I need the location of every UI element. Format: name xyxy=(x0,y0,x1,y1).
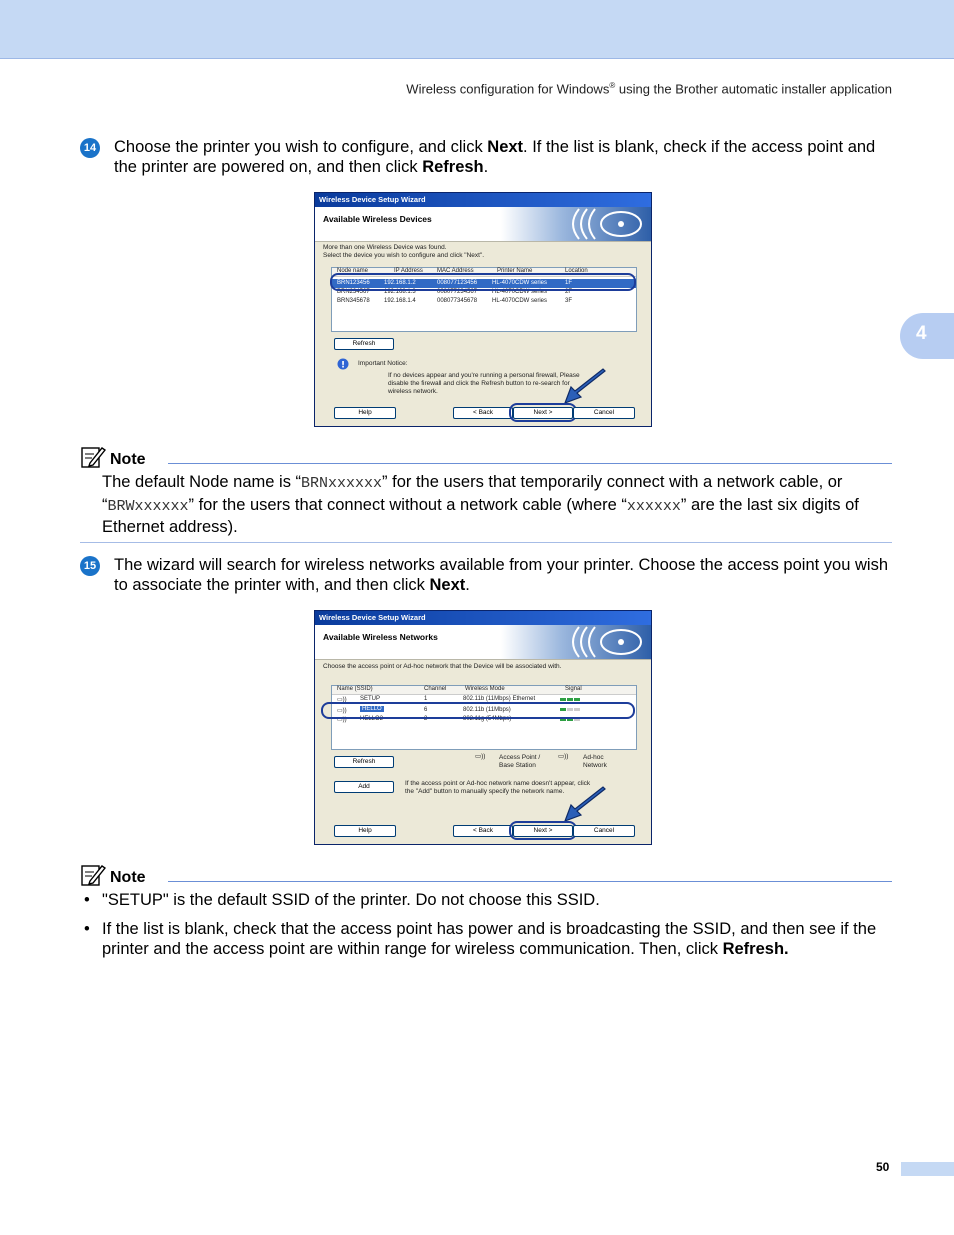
chapter-tab xyxy=(900,313,954,359)
add-button[interactable]: Add xyxy=(334,781,394,793)
note-2 xyxy=(80,863,892,968)
table-row[interactable]: BRN234567 192.168.1.3 008077234567 HL-4070CDW series 2F xyxy=(337,289,573,295)
step-15 xyxy=(80,555,892,595)
cancel-button[interactable]: Cancel xyxy=(573,825,635,837)
note-rule xyxy=(168,463,892,464)
access-point-icon: ▭)) xyxy=(337,717,347,723)
access-point-icon: ▭)) xyxy=(475,753,486,760)
refresh-button[interactable]: Refresh xyxy=(334,756,394,768)
dialog-available-networks: Wireless Device Setup Wizard Available Wireless Networks Choose the access point or Ad-hoc network that the Device will be associated with. Name (SSID) Channel Wireless Mode Signal ▭)) SETUP 1 802.11b (11Mbps) Ethernet ▭)) HELLO 6 802.11b (11Mbps) ▭)) HELLO2 2 802.11g (54Mbps) Refresh ▭)) Access Point / Base Station ▭)) Ad-hoc Network Add If the access point or Ad-hoc network name doesn't appear, click the "Add" button to manually specify the network name. Help < Back Next > Cancel xyxy=(314,610,652,845)
access-point-icon: ▭)) xyxy=(337,697,347,703)
note-label: Note xyxy=(110,869,146,886)
next-button[interactable]: Next > xyxy=(513,407,573,419)
list-item: • If the list is blank, check that the access point has power and is broadcasting the SSID, and then see if the printer and the access point are within range for wireless communication. Then, click Refresh. xyxy=(84,919,877,958)
help-button[interactable]: Help xyxy=(334,407,396,419)
refresh-button[interactable]: Refresh xyxy=(334,338,394,350)
adhoc-network-icon: ▭)) xyxy=(558,753,569,760)
step-14-text: Choose the printer you wish to configure, and click Next. If the list is blank, check if the access point and the printer are powered on, and then click Refresh. xyxy=(114,138,876,176)
dialog-header xyxy=(315,207,651,242)
note-2-bullets xyxy=(80,890,892,960)
table-row[interactable]: ▭)) HELLO2 2 802.11g (54Mbps) xyxy=(337,716,512,723)
step-number-badge: 14 xyxy=(80,138,100,158)
dialog-heading: Available Wireless Networks xyxy=(323,632,438,642)
selection-highlight xyxy=(330,273,636,291)
page-number: 50 xyxy=(876,1160,890,1174)
note-1 xyxy=(80,445,892,538)
table-row[interactable]: BRN345678 192.168.1.4 008077345678 HL-4070CDW series 3F xyxy=(337,298,573,304)
step-number-badge: 15 xyxy=(80,556,100,576)
table-row[interactable]: BRN123456 192.168.1.2 008077123456 HL-4070CDW series 1F xyxy=(332,279,636,288)
footer-band xyxy=(901,1162,954,1176)
dialog-available-devices: Wireless Device Setup Wizard Available Wireless Devices More than one Wireless Device was found. Select the device you wish to configure and click "Next". Node name IP Address MAC Address Printer Name Location BRN123456 192.168.1.2 008077123456 HL-4070CDW series 1F BRN234567 192.168.1.3 008077234567 HL-4070CDW series 2F BRN345678 192.168.1.4 008077345678 HL-4070CDW series 3F Refresh ! Important Notice: If no devices appear and you're running a personal firewall, Please disable the firewall and click the Refresh button to re-search for wireless network. Help < Back Next > Cancel xyxy=(314,192,652,427)
pointer-arrow-icon xyxy=(561,785,609,825)
list-item: • "SETUP" is the default SSID of the printer. Do not choose this SSID. xyxy=(84,891,600,909)
next-button[interactable]: Next > xyxy=(513,825,573,837)
wireless-logo-icon xyxy=(501,625,651,659)
help-button[interactable]: Help xyxy=(334,825,396,837)
next-button-highlight xyxy=(509,821,577,840)
table-row[interactable]: ▭)) HELLO 6 802.11b (11Mbps) xyxy=(337,706,511,714)
back-button[interactable]: < Back xyxy=(453,825,513,837)
svg-text:!: ! xyxy=(340,360,346,370)
selection-highlight xyxy=(321,702,635,719)
device-list-header: Node name IP Address MAC Address Printer Name Location xyxy=(332,268,636,277)
cancel-button[interactable]: Cancel xyxy=(573,407,635,419)
note-label: Note xyxy=(110,451,146,468)
step-14 xyxy=(80,137,892,177)
note-end-rule xyxy=(80,542,892,543)
step-15-text: The wizard will search for wireless networks available from your printer. Choose the access point you wish to associate the printer with, and then click Next. xyxy=(114,556,888,594)
dialog-header xyxy=(315,625,651,660)
dialog-title-bar: Wireless Device Setup Wizard xyxy=(315,193,651,207)
header-band xyxy=(0,0,954,59)
back-button[interactable]: < Back xyxy=(453,407,513,419)
note-1-text: The default Node name is “BRNxxxxxx” for the users that temporarily connect with a network cable, or “BRWxxxxxx” for the users that connect without a network cable (where “xxxxxx” are the last six digits of Ethernet address). xyxy=(102,473,859,536)
next-button-highlight xyxy=(509,403,577,422)
access-point-icon: ▭)) xyxy=(337,708,347,714)
dialog-heading: Available Wireless Devices xyxy=(323,214,432,224)
note-rule xyxy=(168,881,892,882)
dialog-title-bar: Wireless Device Setup Wizard xyxy=(315,611,651,625)
note-pencil-icon xyxy=(80,863,106,887)
chapter-number: 4 xyxy=(916,323,927,344)
network-list-header: Name (SSID) Channel Wireless Mode Signal xyxy=(332,686,636,695)
wireless-logo-icon xyxy=(501,207,651,241)
info-icon xyxy=(337,358,349,370)
running-head: Wireless configuration for Windows® using the Brother automatic installer application xyxy=(406,81,892,97)
table-row[interactable]: ▭)) SETUP 1 802.11b (11Mbps) Ethernet xyxy=(337,696,536,703)
pointer-arrow-icon xyxy=(561,367,609,407)
note-pencil-icon xyxy=(80,445,106,469)
